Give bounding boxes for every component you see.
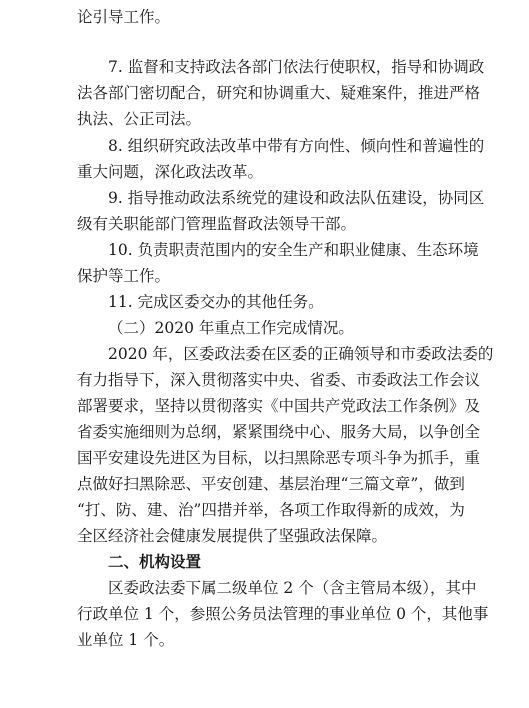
text-line: “打、防、建、治”四措并举，各项工作取得新的成效，为 <box>77 501 465 519</box>
text-line: 部署要求，坚持以贯彻落实《中国共产党政法工作条例》及 <box>77 397 481 415</box>
text-line: 重大问题，深化政法改革。 <box>77 163 264 181</box>
text-line: 级有关职能部门管理监督政法领导干部。 <box>77 215 357 233</box>
text-line: 省委实施细则为总纲，紧紧围绕中心、服务大局，以争创全 <box>77 423 481 441</box>
section-subheading: （二）2020 年重点工作完成情况。 <box>108 319 354 337</box>
text-line: 11. 完成区委交办的其他任务。 <box>108 293 324 311</box>
text-line: 有力指导下，深入贯彻落实中央、省委、市委政法工作会议 <box>77 371 481 389</box>
text-line: 法各部门密切配合，研究和协调重大、疑难案件，推进严格 <box>77 84 481 102</box>
text-line: 业单位 1 个。 <box>77 631 175 649</box>
text-line: 全区经济社会健康发展提供了坚强政法保障。 <box>77 527 388 545</box>
text-line: 区委政法委下属二级单位 2 个（含主管局本级），其中 <box>108 579 477 597</box>
text-line: 10. 负责职责范围内的安全生产和职业健康、生态环境 <box>108 241 479 259</box>
text-line: 行政单位 1 个，参照公务员法管理的事业单位 0 个，其他事 <box>77 605 489 623</box>
text-line: 论引导工作。 <box>77 8 171 26</box>
text-line: 2020 年，区委政法委在区委的正确领导和市委政法委的 <box>108 345 494 363</box>
text-line: 保护等工作。 <box>77 267 171 285</box>
text-line: 9. 指导推动政法系统党的建设和政法队伍建设，协同区 <box>108 189 485 207</box>
section-heading: 二、机构设置 <box>108 553 202 571</box>
text-line: 国平安建设先进区为目标，以扫黑除恶专项斗争为抓手，重 <box>77 449 481 467</box>
text-line: 点做好扫黑除恶、平安创建、基层治理“三篇文章”，做到 <box>77 475 465 493</box>
text-line: 7. 监督和支持政法各部门依法行使职权，指导和协调政 <box>108 58 485 76</box>
text-line: 8. 组织研究政法改革中带有方向性、倾向性和普遍性的 <box>108 137 485 155</box>
text-line: 执法、公正司法。 <box>77 110 202 128</box>
